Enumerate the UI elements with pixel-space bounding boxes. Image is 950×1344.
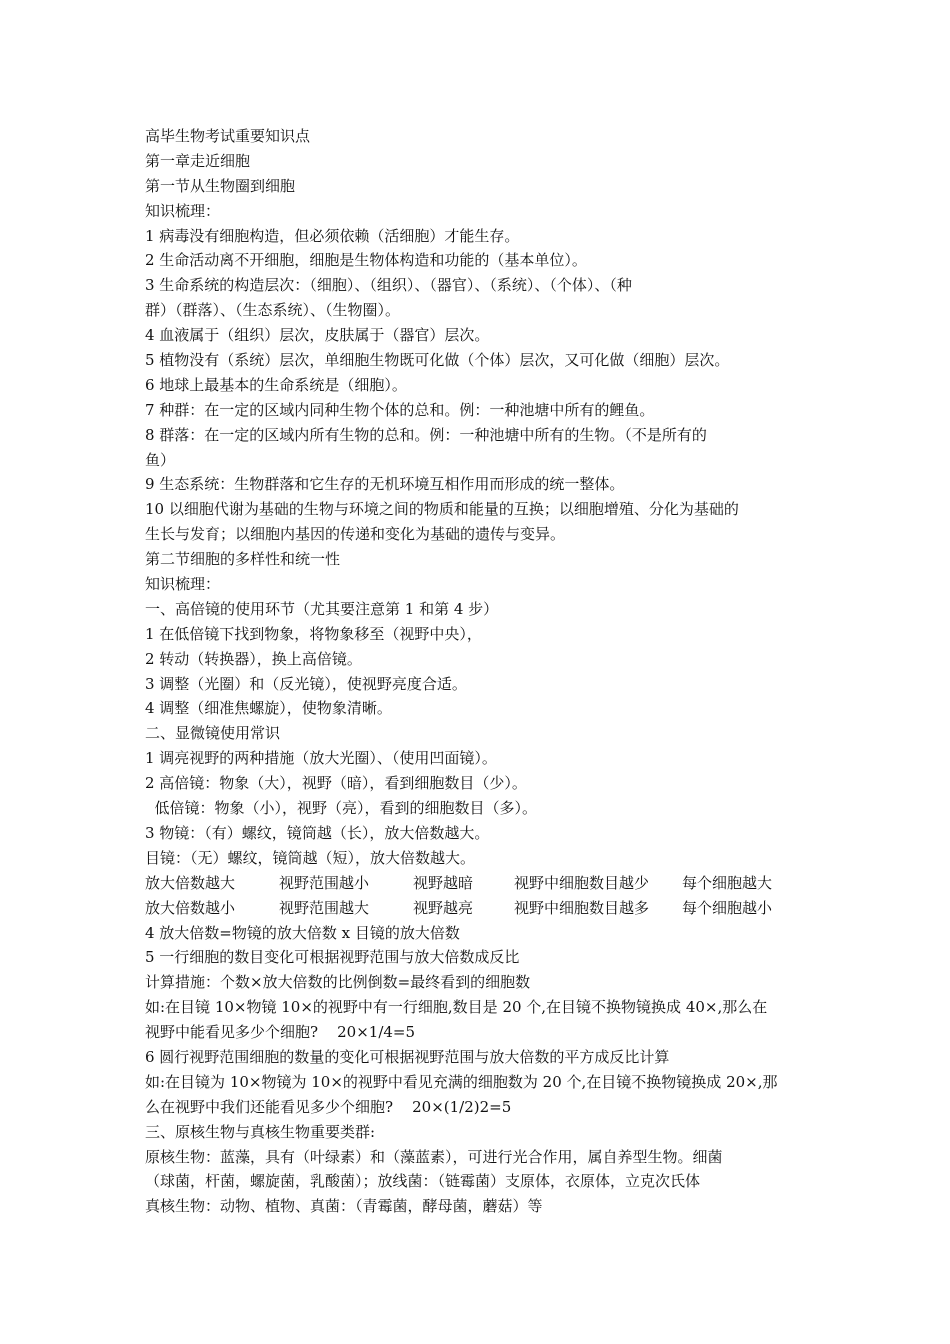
text-line: 么在视野中我们还能看见多少个细胞? 20×(1/2)2=5: [145, 1097, 512, 1116]
comparison-cell: 视野范围越大: [279, 898, 370, 917]
text-line: 1 在低倍镜下找到物象，将物象移至（视野中央），: [145, 624, 482, 643]
text-line: （球菌，杆菌，螺旋菌，乳酸菌）；放线菌：（链霉菌）支原体，衣原体，立克次氏体: [145, 1172, 701, 1191]
text-line: 3 生命系统的构造层次：（细胞）、（组织）、（器官）、（系统）、（个体）、（种: [145, 276, 632, 295]
text-line: 2 转动（转换器），换上高倍镜。: [145, 649, 362, 668]
text-line: 1 调亮视野的两种措施（放大光圈）、（使用凹面镜）。: [145, 749, 497, 768]
text-line: 生长与发育；以细胞内基因的传递和变化为基础的遗传与变异。: [145, 525, 566, 544]
text-line: 群）（群落）、（生态系统）、（生物圈）。: [145, 301, 401, 320]
text-line: 4 调整（细准焦螺旋），使物象清晰。: [145, 699, 392, 718]
subheading: 知识梳理：: [145, 201, 221, 220]
text-line: 4 血液属于（组织）层次，皮肤属于（器官）层次。: [145, 326, 490, 345]
text-line: 目镜：（无）螺纹，镜筒越（短），放大倍数越大。: [145, 848, 476, 867]
text-line: 如:在目镜 10×物镜 10×的视野中有一行细胞,数目是 20 个,在目镜不换物镜换成 40×,那么在: [145, 998, 768, 1017]
section-heading: 第二节细胞的多样性和统一性: [145, 550, 341, 569]
comparison-row: [145, 896, 810, 921]
text-line: 5 植物没有（系统）层次，单细胞生物既可化做（个体）层次，又可化做（细胞）层次。: [145, 351, 730, 370]
chapter-heading: 第一章走近细胞: [145, 151, 251, 170]
comparison-cell: 视野范围越小: [279, 873, 370, 892]
text-line: 9 生态系统：生物群落和它生存的无机环境互相作用而形成的统一整体。: [145, 475, 625, 494]
subheading: 知识梳理：: [145, 575, 221, 594]
text-line: 如:在目镜为 10×物镜为 10×的视野中看见充满的细胞数为 20 个,在目镜不换物镜换成 20×,那: [145, 1072, 778, 1091]
comparison-cell: 视野中细胞数目越多: [514, 898, 650, 917]
text-line: 鱼）: [145, 450, 176, 469]
text-line: 3 调整（光圈）和（反光镜），使视野亮度合适。: [145, 674, 467, 693]
text-line: 8 群落：在一定的区域内所有生物的总和。例：一种池塘中所有的生物。（不是所有的: [145, 425, 707, 444]
text-line: 7 种群：在一定的区域内同种生物个体的总和。例：一种池塘中所有的鲤鱼。: [145, 400, 655, 419]
list-heading: 二、显微镜使用常识: [145, 724, 281, 743]
comparison-cell: 放大倍数越小: [145, 898, 236, 917]
text-line: 原核生物：蓝藻，具有（叶绿素）和（藻蓝素），可进行光合作用，属自养型生物。细菌: [145, 1147, 723, 1166]
comparison-row: [145, 871, 810, 896]
text-line: 2 生命活动离不开细胞，细胞是生物体构造和功能的（基本单位）。: [145, 251, 587, 270]
text-line: 6 圆行视野范围细胞的数量的变化可根据视野范围与放大倍数的平方成反比计算: [145, 1047, 670, 1066]
text-line: 3 物镜：（有）螺纹，镜筒越（长），放大倍数越大。: [145, 823, 490, 842]
text-line: 视野中能看见多少个细胞? 20×1/4=5: [145, 1023, 416, 1042]
text-line: 4 放大倍数=物镜的放大倍数 x 目镜的放大倍数: [145, 923, 460, 942]
text-line: 真核生物：动物、植物、真菌：（青霉菌，酵母菌，蘑菇）等: [145, 1197, 543, 1216]
comparison-cell: 视野越亮: [413, 898, 474, 917]
text-line: 1 病毒没有细胞构造，但必须依赖（活细胞）才能生存。: [145, 226, 520, 245]
doc-title: 高毕生物考试重要知识点: [145, 127, 311, 145]
comparison-cell: 每个细胞越大: [682, 873, 773, 892]
text-line: 5 一行细胞的数目变化可根据视野范围与放大倍数成反比: [145, 948, 520, 967]
text-line: 6 地球上最基本的生命系统是（细胞）。: [145, 375, 407, 394]
list-heading: 一、高倍镜的使用环节（尤其要注意第 1 和第 4 步）: [145, 599, 499, 618]
comparison-cell: 每个细胞越小: [682, 898, 773, 917]
text-line: 计算措施：个数×放大倍数的比例倒数=最终看到的细胞数: [145, 973, 531, 992]
comparison-cell: 视野越暗: [413, 873, 474, 892]
text-line: 低倍镜：物象（小），视野（亮），看到的细胞数目（多）。: [145, 799, 538, 818]
comparison-cell: 放大倍数越大: [145, 873, 236, 892]
section-heading: 第一节从生物圈到细胞: [145, 176, 296, 195]
text-line: 10 以细胞代谢为基础的生物与环境之间的物质和能量的互换；以细胞增殖、分化为基础的: [145, 500, 739, 519]
document-page: [145, 124, 810, 1219]
comparison-cell: 视野中细胞数目越少: [514, 873, 650, 892]
text-line: 2 高倍镜：物象（大），视野（暗），看到细胞数目（少）。: [145, 774, 527, 793]
list-heading: 三、原核生物与真核生物重要类群:: [145, 1122, 376, 1141]
